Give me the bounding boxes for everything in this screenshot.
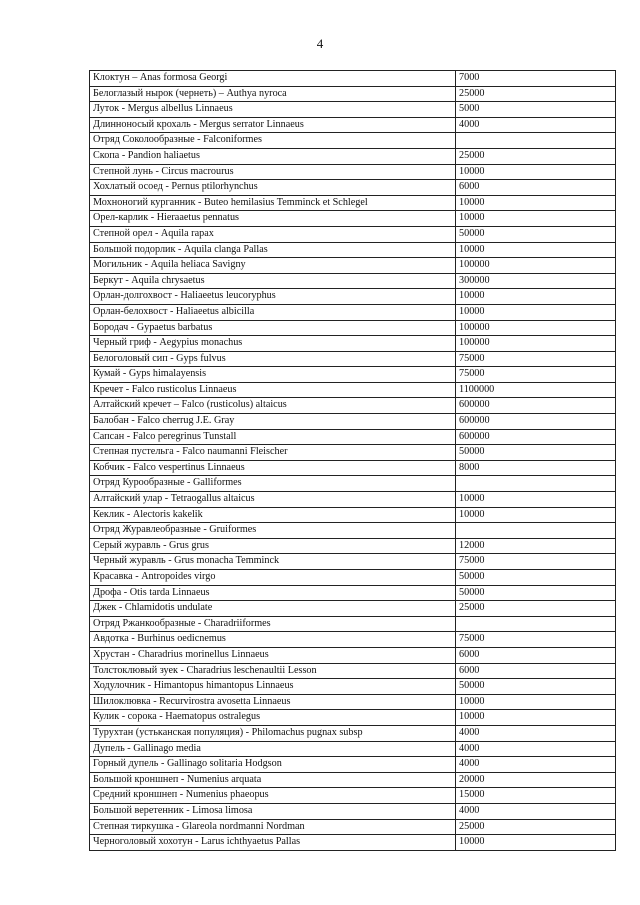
table-row [90,195,616,211]
table-row [90,554,616,570]
value-cell: 50000 [456,585,616,601]
table-row [90,226,616,242]
value-cell: 10000 [456,195,616,211]
species-name-cell: Кумай - Gyps himalayensis [90,367,456,383]
species-name-cell: Хрустан - Charadrius morinellus Linnaeus [90,647,456,663]
table-row [90,460,616,476]
table-row [90,320,616,336]
value-cell: 50000 [456,445,616,461]
value-cell: 75000 [456,632,616,648]
table-row [90,211,616,227]
species-name-cell: Клоктун – Anas formosa Georgi [90,71,456,87]
value-cell: 4000 [456,741,616,757]
value-cell: 100000 [456,320,616,336]
value-cell: 6000 [456,647,616,663]
value-cell: 4000 [456,725,616,741]
species-name-cell: Средний кроншнеп - Numenius phaeopus [90,788,456,804]
value-cell: 6000 [456,180,616,196]
value-cell: 100000 [456,336,616,352]
table-row [90,694,616,710]
species-name-cell: Скопа - Pandion haliaetus [90,148,456,164]
species-name-cell: Степной лунь - Circus macrourus [90,164,456,180]
value-cell: 10000 [456,289,616,305]
table-row [90,616,616,632]
species-name-cell: Ходулочник - Himantopus himantopus Linnaeus [90,679,456,695]
value-cell: 600000 [456,429,616,445]
table-row [90,148,616,164]
table-row [90,710,616,726]
species-name-cell: Кулик - сорока - Haematopus ostralegus [90,710,456,726]
value-cell: 4000 [456,117,616,133]
table-row [90,647,616,663]
value-cell: 10000 [456,304,616,320]
table-row [90,492,616,508]
value-cell: 75000 [456,554,616,570]
value-cell: 1100000 [456,382,616,398]
value-cell: 4000 [456,803,616,819]
species-name-cell: Балобан - Falco cherrug J.E. Gray [90,414,456,430]
table-row [90,304,616,320]
value-cell: 4000 [456,757,616,773]
value-cell [456,476,616,492]
species-name-cell: Шилоклювка - Recurvirostra avosetta Linnaeus [90,694,456,710]
species-name-cell: Большой подорлик - Aquila clanga Pallas [90,242,456,258]
species-name-cell: Белоголовый сип - Gyps fulvus [90,351,456,367]
species-name-cell: Серый журавль - Grus grus [90,538,456,554]
table-row [90,570,616,586]
species-name-cell: Турухтан (устьканская популяция) - Philomachus pugnax subsp [90,725,456,741]
value-cell: 50000 [456,679,616,695]
species-name-cell: Черный журавль - Grus monacha Temminck [90,554,456,570]
value-cell: 10000 [456,835,616,851]
species-name-cell: Отряд Журавлеобразные - Gruiformes [90,523,456,539]
species-name-cell: Большой кроншнеп - Numenius arquata [90,772,456,788]
table-row [90,835,616,851]
table-row [90,757,616,773]
table-row [90,601,616,617]
species-name-cell: Отряд Ржанкообразные - Charadriiformes [90,616,456,632]
value-cell: 100000 [456,258,616,274]
table-row [90,632,616,648]
table-row [90,772,616,788]
species-name-cell: Орлан-белохвост - Haliaeetus albicilla [90,304,456,320]
value-cell: 10000 [456,242,616,258]
table-row [90,102,616,118]
value-cell: 300000 [456,273,616,289]
table-row [90,429,616,445]
table-row [90,725,616,741]
species-name-cell: Кречет - Falco rusticolus Linnaeus [90,382,456,398]
table-row [90,819,616,835]
species-name-cell: Толстоклювый зуек - Charadrius leschenaultii Lesson [90,663,456,679]
value-cell: 600000 [456,414,616,430]
table-row [90,476,616,492]
species-name-cell: Орлан-долгохвост - Haliaeetus leucoryphus [90,289,456,305]
value-cell: 10000 [456,164,616,180]
table-row [90,507,616,523]
table-row [90,289,616,305]
species-name-cell: Авдотка - Burhinus oedicnemus [90,632,456,648]
species-name-cell: Степная пустельга - Falco naumanni Fleischer [90,445,456,461]
value-cell [456,133,616,149]
value-cell: 50000 [456,570,616,586]
species-name-cell: Черный гриф - Aegypius monachus [90,336,456,352]
species-name-cell: Джек - Chlamidotis undulate [90,601,456,617]
value-cell: 25000 [456,601,616,617]
table-row [90,273,616,289]
table-row [90,164,616,180]
species-name-cell: Орел-карлик - Hieraaetus pennatus [90,211,456,227]
species-name-cell: Хохлатый осоед - Pernus ptilorhynchus [90,180,456,196]
table-row [90,663,616,679]
species-name-cell: Дупель - Gallinago media [90,741,456,757]
species-name-cell: Длинноносый крохаль - Mergus serrator Linnaeus [90,117,456,133]
species-name-cell: Беркут - Aquila chrysaetus [90,273,456,289]
table-row [90,180,616,196]
value-cell: 7000 [456,71,616,87]
species-name-cell: Отряд Курообразные - Galliformes [90,476,456,492]
species-name-cell: Могильник - Aquila heliaca Savigny [90,258,456,274]
table-row [90,86,616,102]
value-cell: 10000 [456,694,616,710]
table-row [90,117,616,133]
table-row [90,242,616,258]
table-row [90,71,616,87]
page-number: 4 [316,36,324,51]
species-name-cell: Алтайский улар - Tetraogallus altaicus [90,492,456,508]
value-cell: 10000 [456,211,616,227]
value-cell: 15000 [456,788,616,804]
value-cell: 25000 [456,148,616,164]
species-name-cell: Большой веретенник - Limosa limosa [90,803,456,819]
species-name-cell: Луток - Mergus albellus Linnaeus [90,102,456,118]
value-cell: 25000 [456,86,616,102]
table-row [90,741,616,757]
table-row [90,336,616,352]
table-row [90,585,616,601]
value-cell: 75000 [456,367,616,383]
table-row [90,803,616,819]
table-row [90,367,616,383]
value-cell: 5000 [456,102,616,118]
table-row [90,679,616,695]
table-row [90,445,616,461]
species-name-cell: Мохноногий курганник - Buteo hemilasius Temminck et Schlegel [90,195,456,211]
species-name-cell: Горный дупель - Gallinago solitaria Hodgson [90,757,456,773]
value-cell [456,616,616,632]
value-cell: 25000 [456,819,616,835]
species-name-cell: Кобчик - Falco vespertinus Linnaeus [90,460,456,476]
value-cell: 10000 [456,507,616,523]
species-table-body [90,71,616,851]
value-cell: 50000 [456,226,616,242]
value-cell [456,523,616,539]
species-table [89,70,616,851]
species-name-cell: Алтайский кречет – Falco (rusticolus) altaicus [90,398,456,414]
value-cell: 10000 [456,710,616,726]
table-row [90,351,616,367]
species-name-cell: Красавка - Antropoides virgo [90,570,456,586]
species-name-cell: Дрофа - Otis tarda Linnaeus [90,585,456,601]
species-name-cell: Степной орел - Aquila rapax [90,226,456,242]
species-name-cell: Белоглазый нырок (чернеть) – Authya nyroca [90,86,456,102]
table-row [90,133,616,149]
species-name-cell: Отряд Соколообразные - Falconiformes [90,133,456,149]
table-row [90,523,616,539]
species-name-cell: Бородач - Gypaetus barbatus [90,320,456,336]
table-row [90,398,616,414]
value-cell: 20000 [456,772,616,788]
value-cell: 10000 [456,492,616,508]
value-cell: 12000 [456,538,616,554]
value-cell: 6000 [456,663,616,679]
species-name-cell: Сапсан - Falco peregrinus Tunstall [90,429,456,445]
species-name-cell: Кеклик - Alectoris kakelik [90,507,456,523]
value-cell: 8000 [456,460,616,476]
value-cell: 75000 [456,351,616,367]
value-cell: 600000 [456,398,616,414]
table-row [90,788,616,804]
table-row [90,414,616,430]
species-name-cell: Степная тиркушка - Glareola nordmanni Nordman [90,819,456,835]
table-row [90,382,616,398]
table-row [90,258,616,274]
species-name-cell: Черноголовый хохотун - Larus ichthyaetus Pallas [90,835,456,851]
table-row [90,538,616,554]
